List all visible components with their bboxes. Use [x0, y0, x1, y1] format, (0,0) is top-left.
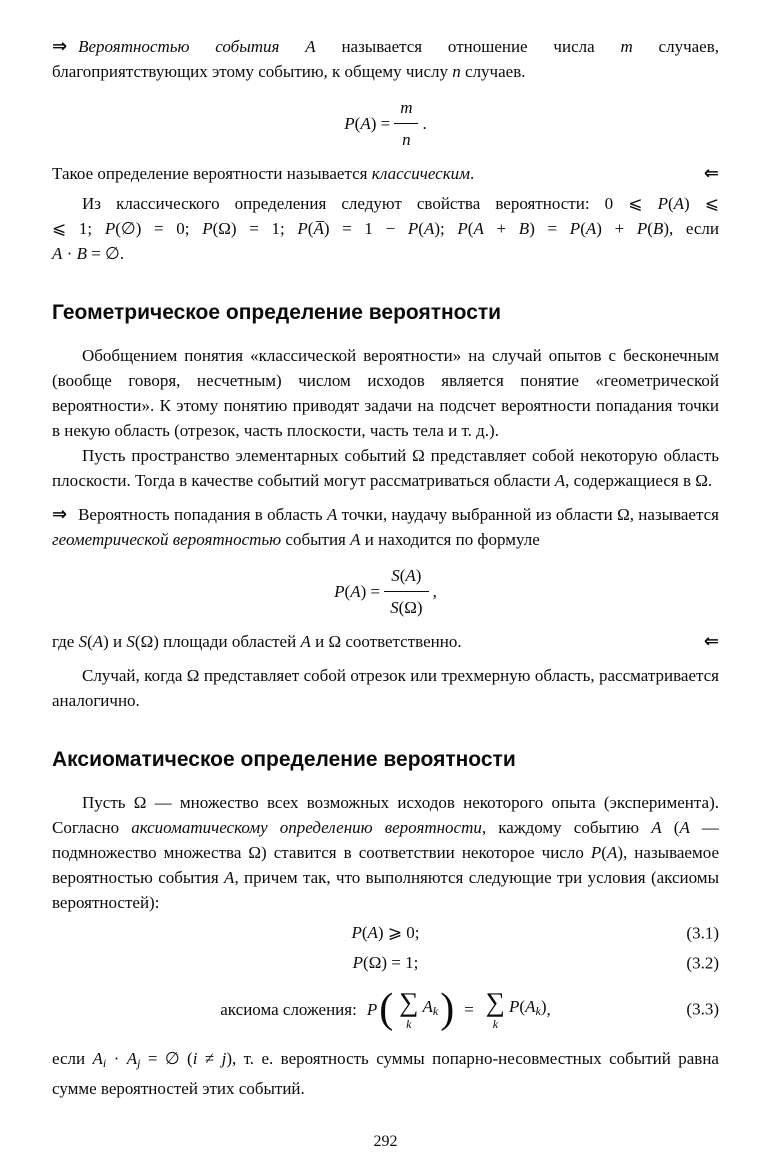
text-segment: k	[535, 1004, 541, 1018]
equation-number: (3.2)	[686, 953, 719, 972]
equation-3-2	[52, 950, 719, 975]
equation-number: (3.1)	[686, 923, 719, 942]
text-segment: A	[673, 194, 685, 213]
equation-3-1	[52, 920, 719, 945]
para-geometric-space	[52, 443, 719, 493]
text-segment: S	[391, 566, 400, 585]
definition-classical-probability	[52, 34, 719, 84]
text-segment: (	[354, 114, 361, 133]
classical-note-text	[52, 164, 474, 183]
text-segment: (	[399, 566, 406, 585]
page-number: 292	[373, 1133, 398, 1150]
text-segment: A	[405, 566, 416, 585]
text-segment: m	[620, 37, 633, 56]
para-axiomatic-intro	[52, 790, 719, 915]
text-segment: P	[569, 219, 581, 238]
para-where-areas	[52, 629, 719, 654]
text-segment: (Ω)	[398, 598, 423, 617]
text-segment: )	[540, 997, 547, 1016]
text-segment: j	[221, 1049, 227, 1068]
text-segment: = ∅ (	[140, 1049, 193, 1068]
text-segment: A	[651, 818, 662, 837]
text-segment: A	[350, 530, 361, 549]
text-segment: и Ω соответственно.	[310, 632, 462, 651]
summation	[485, 986, 506, 1031]
text-segment: P	[297, 219, 308, 238]
text-segment: ≠	[197, 1049, 222, 1068]
fraction-numerator	[394, 95, 418, 124]
text-segment: A	[679, 818, 690, 837]
text-segment: где	[52, 632, 79, 651]
text-segment: ), если	[663, 219, 719, 238]
text-segment: A̅	[313, 219, 324, 238]
formula-classical-probability	[52, 95, 719, 152]
text-segment: .	[470, 164, 475, 183]
text-segment: P	[407, 219, 419, 238]
text-segment: ) =	[529, 219, 570, 238]
text-segment: ) = 1 −	[323, 219, 408, 238]
text-segment: Из классического определения следуют свойства вероятности: 0 ⩽	[82, 194, 658, 213]
text-segment: если	[52, 1049, 93, 1068]
text-segment: P	[351, 923, 362, 942]
text-segment: Пусть Ω — множество всех возможных исходов некоторого опыта (эксперимента). Согласно	[52, 793, 719, 837]
text-segment: +	[483, 219, 519, 238]
para-geometric-intro	[52, 343, 719, 443]
text-segment: A	[326, 505, 338, 524]
text-segment: случаев, благоприятствующих этому событию, к общему числу	[52, 37, 719, 81]
fraction-numerator	[384, 563, 428, 592]
equals-sign: =	[464, 999, 474, 1019]
definition-geometric-probability	[52, 502, 719, 552]
text-segment: n	[402, 130, 411, 149]
text-segment: (	[467, 219, 474, 238]
text-segment: ), т. е. вероятность суммы попарно-несовместных событий равна сумме вероятностей этих событий.	[52, 1049, 719, 1098]
text-segment: (	[418, 219, 424, 238]
text-segment: ·	[62, 244, 77, 263]
text-segment: B	[518, 219, 530, 238]
equation-3-3	[52, 988, 719, 1030]
text-segment: A	[554, 471, 566, 490]
classical-properties	[52, 191, 719, 266]
equation-rhs	[509, 994, 546, 1024]
text-segment: (Ω) площади областей	[134, 632, 301, 651]
text-segment: = ∅.	[86, 244, 125, 263]
text-segment: (∅) = 0;	[115, 219, 203, 238]
text-segment: );	[434, 219, 458, 238]
fraction	[394, 95, 418, 152]
text-segment: A	[422, 997, 433, 1016]
equation-3-3-math	[220, 988, 550, 1030]
text-segment: Случай, когда Ω представляет собой отрезок или трехмерную область, рассматривается аналогично.	[52, 666, 719, 710]
text-segment: B	[76, 244, 87, 263]
text-segment: точки, наудачу выбранной из области Ω, называется	[337, 505, 719, 524]
properties-line-2	[52, 216, 719, 241]
equation-comma: ,	[546, 999, 551, 1019]
classical-note	[52, 161, 719, 186]
text-segment: Вероятностью события	[78, 37, 306, 56]
text-segment: A	[305, 37, 316, 56]
text-segment: P	[344, 114, 355, 133]
text-segment: S	[126, 632, 135, 651]
text-segment: ), называемое вероятностью события	[52, 843, 719, 887]
text-segment: P	[104, 219, 116, 238]
text-segment: P	[202, 219, 213, 238]
sum-icon: ∑	[485, 986, 506, 1017]
text-segment: A	[52, 244, 63, 263]
formula-geometric-probability	[52, 563, 719, 620]
text-segment: , причем так, что выполняются следующие три условия (аксиомы вероятностей):	[52, 868, 719, 912]
text-segment: ⩽ 1;	[52, 219, 105, 238]
text-segment: A	[300, 632, 311, 651]
text-segment: k	[432, 1004, 439, 1018]
equation-pre	[367, 997, 377, 1022]
sum-icon: ∑	[399, 986, 419, 1017]
text-segment: B	[652, 219, 664, 238]
text-segment: (	[307, 219, 314, 238]
text-segment: Такое определение вероятности называется	[52, 164, 372, 183]
text-segment: A	[367, 923, 378, 942]
text-segment: (	[601, 843, 607, 862]
text-segment: A	[525, 997, 536, 1016]
text-segment: события	[281, 530, 351, 549]
text-segment: аксиоматическому определению вероятности	[131, 818, 482, 837]
definition-end-arrow-icon: ⇐	[703, 163, 719, 184]
fraction-denominator	[384, 592, 428, 620]
text-segment: — подмножество множества Ω) ставится в соответствии некоторое число	[52, 818, 719, 862]
text-segment: P	[590, 843, 602, 862]
text-segment: , содержащиеся в Ω.	[565, 471, 713, 490]
text-segment: n	[452, 62, 461, 81]
text-segment: j	[137, 1056, 141, 1070]
fraction-denominator	[394, 124, 418, 152]
text-segment: i	[192, 1049, 198, 1068]
text-segment: P	[636, 219, 648, 238]
formula-tail: ,	[432, 582, 437, 601]
text-segment: Вероятность попадания в область	[78, 505, 327, 524]
para-segment-case	[52, 663, 719, 713]
text-segment: классическим	[371, 164, 470, 183]
definition-begin-arrow-icon: ⇒	[52, 504, 68, 525]
text-segment: ) ⩾ 0;	[377, 923, 420, 942]
text-segment: Пусть пространство элементарных событий Ω представляет собой некоторую область плоскости. Тогда в качестве событий могут рассматриваться области	[52, 446, 719, 490]
para-pairwise-disjoint	[52, 1046, 719, 1101]
text-segment: P	[509, 997, 520, 1016]
text-segment: A	[92, 1049, 103, 1068]
formula-lhs	[344, 111, 390, 136]
text-segment: (Ω) = 1;	[363, 953, 419, 972]
definition-geometric-text	[52, 505, 719, 549]
text-segment: ) =	[370, 114, 391, 133]
equation-number: (3.3)	[686, 999, 719, 1019]
text-segment: (	[344, 582, 351, 601]
text-segment: ) ⩽	[684, 194, 720, 213]
text-segment: m	[400, 98, 413, 117]
text-segment: P	[657, 194, 668, 213]
equation-3-2-math	[353, 950, 419, 975]
text-segment: P	[334, 582, 345, 601]
text-segment: P	[352, 953, 364, 972]
text-segment: (	[667, 194, 674, 213]
text-segment: ·	[106, 1049, 127, 1068]
text-segment: A	[350, 582, 361, 601]
fraction	[384, 563, 428, 620]
text-segment: A	[360, 114, 371, 133]
text-segment: ) +	[596, 219, 637, 238]
text-segment: (	[647, 219, 653, 238]
text-segment: P	[366, 999, 378, 1019]
text-segment: P	[457, 219, 468, 238]
text-segment: )	[415, 566, 422, 585]
where-areas-text	[52, 632, 462, 651]
text-segment: A	[606, 843, 618, 862]
definition-end-arrow-icon: ⇐	[703, 631, 719, 652]
sum-index: k	[492, 1016, 499, 1031]
text-segment: S	[78, 632, 88, 651]
sum-index: k	[406, 1016, 412, 1031]
equation-label: аксиома сложения:	[220, 999, 357, 1019]
text-segment: A	[423, 219, 435, 238]
equation-3-1-math	[351, 920, 419, 945]
text-segment: (	[87, 632, 93, 651]
text-segment: (	[580, 219, 586, 238]
text-segment: ) и	[103, 632, 127, 651]
text-segment: (Ω) = 1;	[212, 219, 298, 238]
right-paren: )	[440, 986, 455, 1032]
left-paren: (	[379, 986, 394, 1032]
formula-lhs	[334, 579, 380, 604]
properties-line-3	[52, 241, 719, 266]
text-segment: Обобщением понятия «классической вероятности» на случай опытов с бесконечным (вообще говоря, несчетным) числом исходов является понятие «геометрической вероятности». К этому понятию приводят задачи на подсчет вероятности попадания точки в некую область (отрезок, часть плоскости, часть тела и т. д.).	[52, 346, 719, 440]
definition-begin-arrow-icon: ⇒	[52, 36, 68, 57]
heading-axiomatic-definition: Аксиоматическое определение вероятности	[52, 748, 516, 771]
text-segment: A	[585, 219, 597, 238]
text-segment: и находится по формуле	[360, 530, 540, 549]
text-segment: называется отношение числа	[315, 37, 621, 56]
heading-geometric-definition: Геометрическое определение вероятности	[52, 301, 502, 324]
text-segment: i	[102, 1056, 107, 1070]
text-segment: геометрической вероятностью	[52, 530, 282, 549]
text-segment: (	[519, 997, 526, 1016]
text-segment: S	[390, 598, 399, 617]
text-segment: A	[473, 219, 484, 238]
properties-line-1	[52, 191, 719, 216]
text-segment: A	[224, 868, 235, 887]
text-segment: A	[126, 1049, 138, 1068]
text-segment: (	[361, 923, 368, 942]
definition-classical-text	[52, 37, 719, 81]
summation	[399, 986, 419, 1031]
text-segment: A	[92, 632, 104, 651]
text-segment: случаев.	[460, 62, 526, 81]
text-segment: ) =	[360, 582, 381, 601]
text-segment: , каждому событию	[481, 818, 652, 837]
sum-argument	[422, 994, 438, 1024]
formula-tail: .	[422, 114, 427, 133]
text-segment: (	[661, 818, 680, 837]
